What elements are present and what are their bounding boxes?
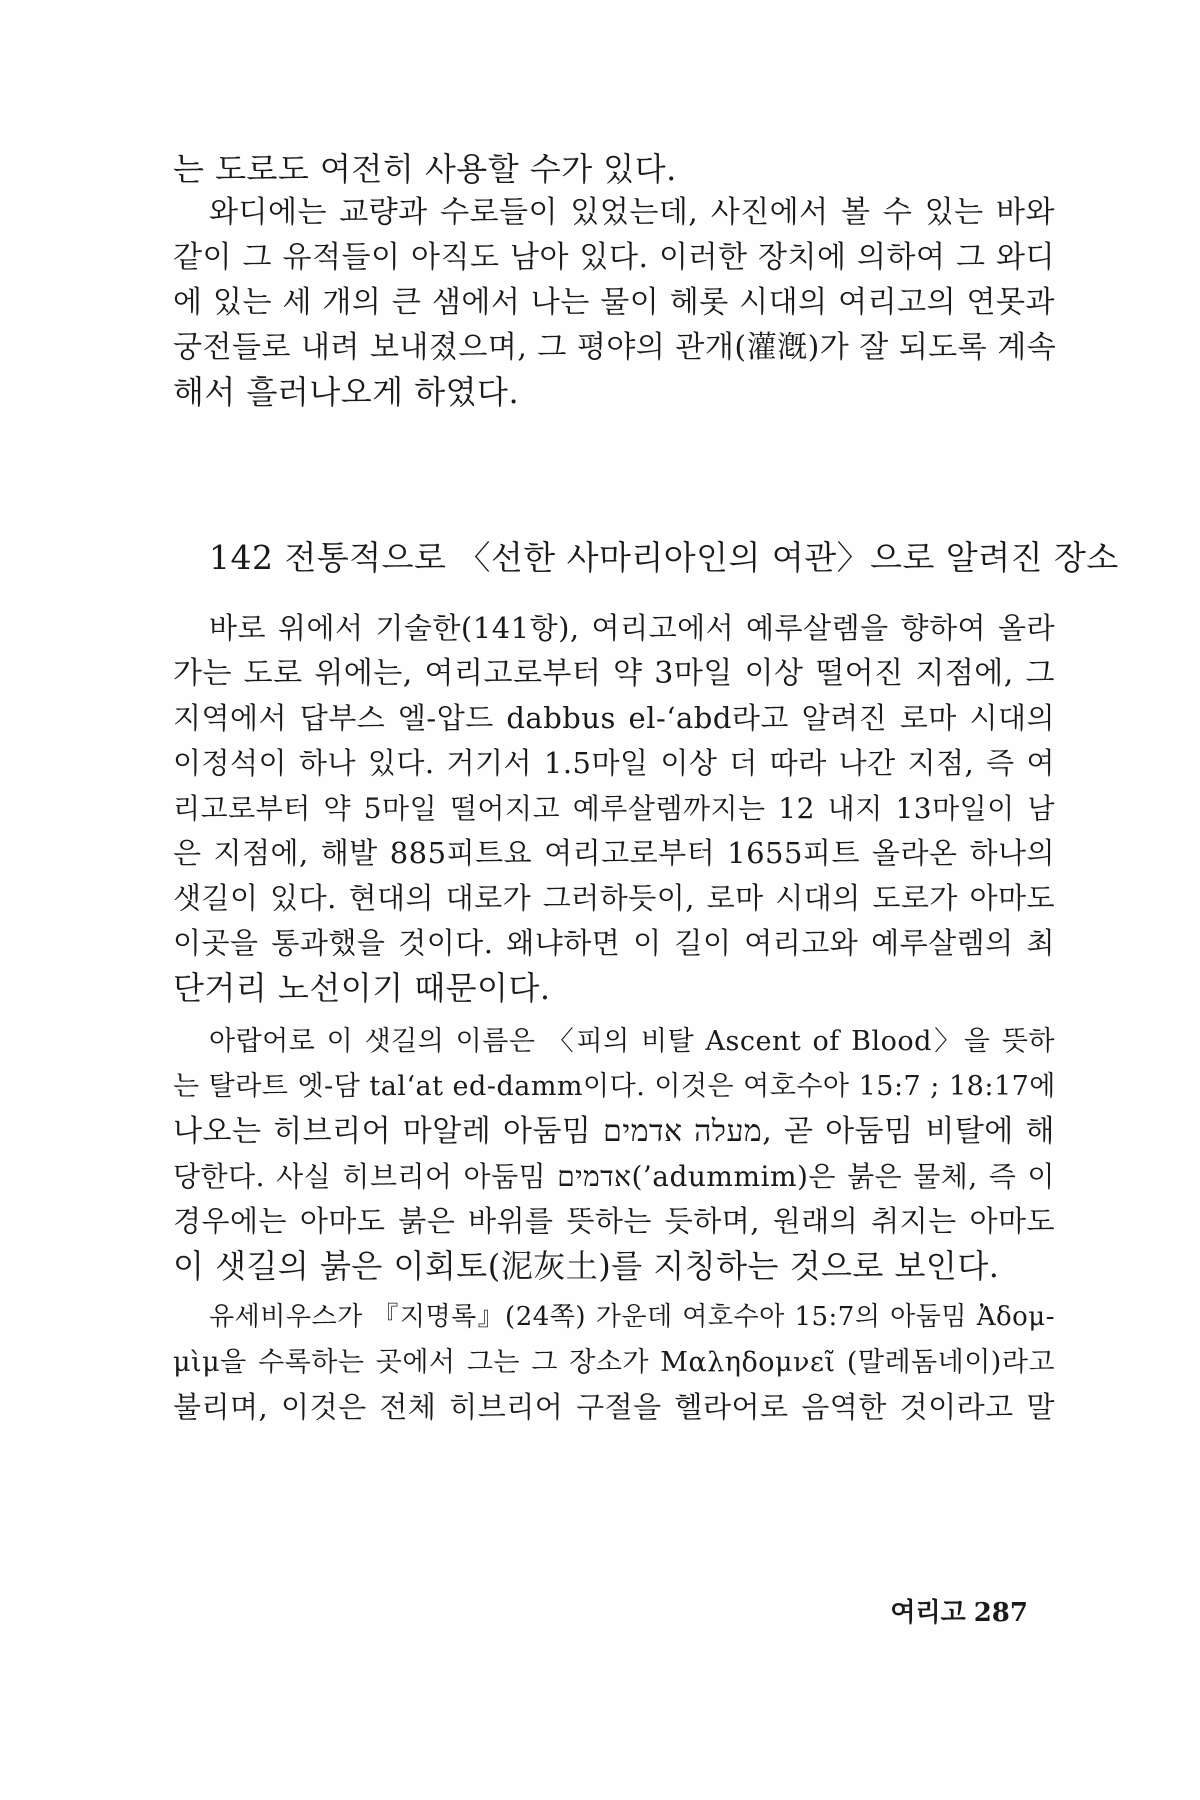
text-line: 경우에는 아마도 붉은 바위를 뜻하는 듯하며, 원래의 취지는 아마도 [173, 1204, 1055, 1238]
text-line: 샛길이 있다. 현대의 대로가 그러하듯이, 로마 시대의 도로가 아마도 [173, 881, 1055, 915]
text-line: 이 샛길의 붉은 이회토(泥灰土)를 지칭하는 것으로 보인다. [173, 1247, 1000, 1285]
text-line: 유세비우스가 『지명록』(24쪽) 가운데 여호수아 15:7의 아둠밈 Ἀδομ- [209, 1302, 1055, 1332]
paragraph-ascent-of-blood [173, 1019, 1055, 1289]
text-line: 는 도로도 여전히 사용할 수가 있다. [173, 150, 677, 188]
text-line: 에 있는 세 개의 큰 샘에서 나는 물이 헤롯 시대의 여리고의 연못과 [173, 285, 1055, 320]
text-line: 나오는 히브리어 마알레 아둠밈 מעלה אדמים, 곧 아둠밈 비탈에 해 [173, 1114, 1055, 1149]
paragraph-wadi-aqueducts [173, 190, 1055, 415]
text-line: 와디에는 교량과 수로들이 있었는데, 사진에서 볼 수 있는 바와 [209, 195, 1055, 230]
text-line: 해서 흘러나오게 하였다. [173, 373, 520, 411]
text-line: μὶμ을 수록하는 곳에서 그는 그 장소가 Μαληδομνεῖ (말레돔네이)라고 [173, 1347, 1055, 1378]
running-head: 여리고 [890, 1598, 966, 1628]
text-line: 단거리 노선이기 때문이다. [173, 969, 551, 1007]
page-footer [890, 1596, 1028, 1630]
text-line: 당한다. 사실 히브리어 아둠밈 אדמים(’adummim)은 붉은 물체, 즉 이 [173, 1160, 1055, 1193]
text-line: 는 탈라트 엣-담 tal‘at ed-damm이다. 이것은 여호수아 15:7 ; 18:17에 [173, 1071, 1056, 1102]
text-line: 아랍어로 이 샛길의 이름은 〈피의 비탈 Ascent of Blood〉을 뜻하 [209, 1026, 1055, 1057]
page-number: 287 [973, 1598, 1028, 1628]
text-line: 지역에서 답부스 엘-압드 dabbus el-‘abd라고 알려진 로마 시대의 [173, 701, 1055, 735]
text-line: 이곳을 통과했을 것이다. 왜냐하면 이 길이 여리고와 예루살렘의 최 [173, 926, 1055, 960]
text-line: 같이 그 유적들이 아직도 남아 있다. 이러한 장치에 의하여 그 와디 [173, 240, 1055, 275]
text-line: 이정석이 하나 있다. 거기서 1.5마일 이상 더 따라 나간 지점, 즉 여 [173, 746, 1055, 780]
paragraph-continuation [173, 147, 1055, 192]
text-line: 바로 위에서 기술한(141항), 여리고에서 예루살렘을 향하여 올라 [209, 611, 1055, 645]
text-line: 가는 도로 위에는, 여리고로부터 약 3마일 이상 떨어진 지점에, 그 [173, 656, 1055, 691]
text-line: 불리며, 이것은 전체 히브리어 구절을 헬라어로 음역한 것이라고 말 [173, 1390, 1055, 1424]
text-line: 은 지점에, 해발 885피트요 여리고로부터 1655피트 올라온 하나의 [173, 836, 1055, 870]
text-line: 리고로부터 약 5마일 떨어지고 예루살렘까지는 12 내지 13마일이 남 [173, 792, 1055, 825]
text-line: 궁전들로 내려 보내졌으며, 그 평야의 관개(灌漑)가 잘 되도록 계속 [173, 330, 1057, 365]
paragraph-roman-road [173, 606, 1055, 1011]
section-heading: 142 전통적으로 〈선한 사마리아인의 여관〉으로 알려진 장소 [209, 538, 1119, 577]
paragraph-eusebius [173, 1295, 1055, 1430]
